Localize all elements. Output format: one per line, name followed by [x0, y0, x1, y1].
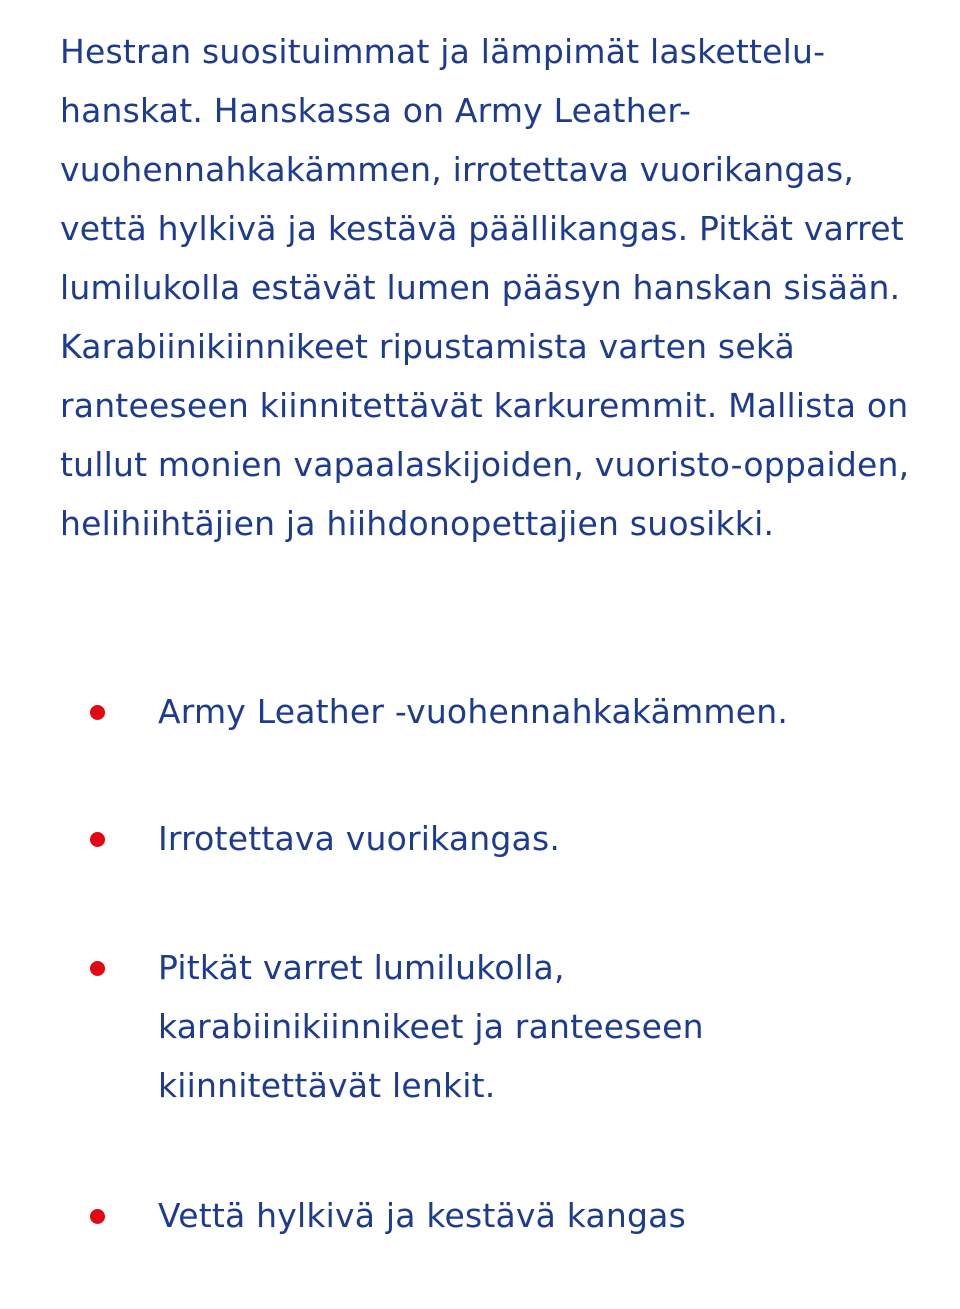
feature-text: Irrotettava vuorikangas. — [158, 819, 561, 858]
feature-text: Vettä hylkivä ja kestävä kangas — [158, 1196, 686, 1235]
bullet-icon — [90, 832, 105, 847]
feature-text: Army Leather -vuohennahkakämmen. — [158, 692, 789, 731]
feature-text: Pitkät varret lumilukolla, karabiinikiinnikeet ja ranteeseen kiinnitettävät lenkit. — [158, 948, 704, 1105]
product-description: Hestran suosituimmat ja lämpimät lasketteluhanskat. Hanskassa on Army Leather-vuohennahkakämmen, irrotettava vuorikangas, vettä hylkivä ja kestävä päällikangas. Pitkät varret lumilukolla estävät lumen pääsyn hanskan sisään. Karabiinikiinnikeet ripustamista varten sekä ranteeseen kiinnitettävät karkuremmit. Mallista on tullut monien vapaalaskijoiden, vuoristo-oppaiden, helihiihtäjien ja hiihdonopettajien suosikki. — [60, 32, 910, 543]
bullet-icon — [90, 961, 105, 976]
bullet-icon — [90, 1209, 105, 1224]
bullet-icon — [90, 705, 105, 720]
